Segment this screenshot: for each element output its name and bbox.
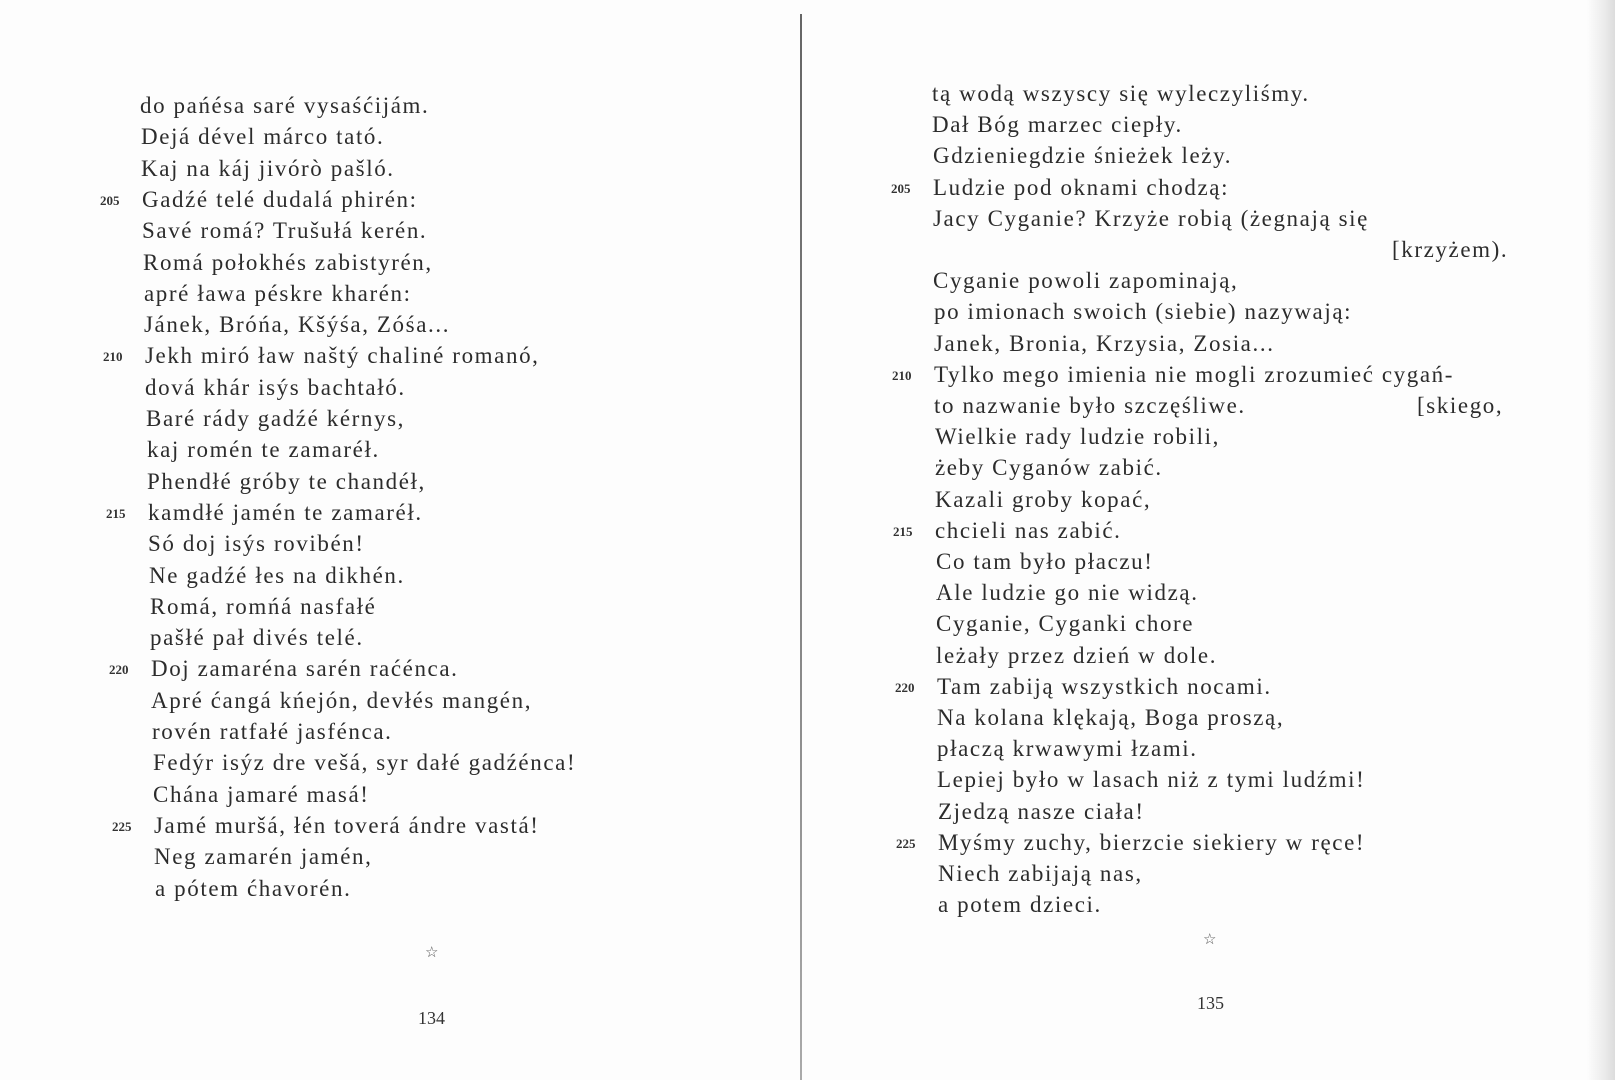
verse-line: to nazwanie było szczęśliwe. bbox=[934, 393, 1246, 418]
right-page bbox=[805, 0, 1615, 1080]
right-page-number: 135 bbox=[1197, 993, 1224, 1013]
verse-line: Kazali groby kopać, bbox=[935, 486, 1152, 512]
verse-line: Apré ćangá kńejón, devłés mangén, bbox=[151, 687, 533, 713]
verse-line: Jacy Cyganie? Krzyże robią (żegnają się bbox=[933, 205, 1369, 231]
verse-line: płaczą krwawymi łzami. bbox=[937, 736, 1198, 762]
verse-line: Zjedzą nasze ciała! bbox=[938, 798, 1145, 824]
verse-line: Savé romá? Trušułá kerén. bbox=[142, 218, 428, 244]
verse-line: apré ława péskre kharén: bbox=[144, 280, 412, 306]
book-gutter bbox=[800, 14, 802, 1080]
verse-line: a potem dzieci. bbox=[938, 892, 1102, 918]
verse-line: Ale ludzie go nie widzą. bbox=[936, 580, 1199, 606]
page-edge-shadow bbox=[1587, 0, 1615, 1080]
verse-line: Ne gadźé łes na dikhén. bbox=[149, 562, 405, 588]
verse-continuation: [krzyżem). bbox=[1392, 237, 1509, 262]
line-number: 215 bbox=[106, 505, 126, 521]
verse-line: Cyganie powoli zapominają, bbox=[933, 268, 1239, 294]
line-number: 215 bbox=[893, 523, 913, 539]
verse-line: Jánek, Bróńa, Kšýśa, Zóśa... bbox=[144, 312, 451, 338]
verse-line: Fedýr isýz dre vešá, syr dałé gadźénca! bbox=[153, 750, 577, 776]
line-number: 220 bbox=[895, 679, 915, 695]
verse-line: kamdłé jamén te zamaréł. bbox=[148, 499, 423, 525]
right-ornament-star: ☆ bbox=[1203, 932, 1217, 948]
verse-line: Niech zabijają nas, bbox=[938, 861, 1143, 886]
verse-line: Wielkie rady ludzie robili, bbox=[935, 424, 1220, 450]
verse-line: Chána jamaré masá! bbox=[153, 781, 370, 807]
verse-line: a pótem ćhavorén. bbox=[155, 875, 352, 901]
verse-line: Tylko mego imienia nie mogli zrozumieć cygań- bbox=[934, 361, 1455, 387]
line-number: 225 bbox=[896, 835, 916, 851]
verse-line: Dał Bóg marzec ciepły. bbox=[932, 112, 1183, 138]
verse-line: dová khár isýs bachtałó. bbox=[145, 374, 406, 400]
line-number: 210 bbox=[103, 349, 123, 365]
left-page bbox=[0, 0, 800, 1080]
verse-line: Gdzieniegdzie śnieżek leży. bbox=[933, 143, 1233, 169]
verse-line: Doj zamaréna sarén raćénca. bbox=[151, 656, 459, 682]
verse-line: chcieli nas zabić. bbox=[935, 517, 1122, 543]
verse-line: Jamé muršá, łén toverá ándre vastá! bbox=[154, 812, 540, 838]
verse-line: do pańésa saré vysaśćijám. bbox=[140, 93, 430, 118]
verse-line: pašłé pał divés telé. bbox=[150, 625, 364, 651]
line-number: 205 bbox=[891, 180, 911, 196]
line-number: 205 bbox=[100, 192, 120, 208]
verse-line: Romá połokhés zabistyrén, bbox=[143, 249, 433, 275]
verse-line: Jekh miró ław naštý chaliné romanó, bbox=[145, 343, 540, 369]
verse-line: Janek, Bronia, Krzysia, Zosia... bbox=[934, 330, 1275, 356]
left-ornament-star: ☆ bbox=[425, 945, 439, 961]
verse-line: Dejá dével márco tató. bbox=[141, 124, 385, 150]
line-number: 220 bbox=[109, 662, 129, 678]
verse-line: Ludzie pod oknami chodzą: bbox=[933, 174, 1230, 200]
verse-line: Neg zamarén jamén, bbox=[154, 844, 373, 870]
verse-line: żeby Cyganów zabić. bbox=[935, 455, 1163, 481]
verse-line: leżały przez dzień w dole. bbox=[936, 642, 1218, 668]
verse-line: kaj romén te zamaréł. bbox=[147, 437, 380, 463]
verse-line: Co tam było płaczu! bbox=[936, 549, 1154, 574]
verse-line: Lepiej było w lasach niż z tymi ludźmi! bbox=[937, 767, 1366, 793]
verse-line: Kaj na káj jivórò pašló. bbox=[141, 155, 395, 181]
verse-line: Na kolana klękają, Boga proszą, bbox=[937, 705, 1285, 730]
verse-line: Tam zabiją wszystkich nocami. bbox=[937, 673, 1272, 699]
verse-line: Baré rády gadźé kérnys, bbox=[146, 406, 406, 431]
verse-line: rovén ratfałé jasfénca. bbox=[152, 719, 393, 744]
line-number: 225 bbox=[112, 818, 132, 834]
verse-line: Só doj isýs rovibén! bbox=[148, 531, 365, 557]
left-page-number: 134 bbox=[418, 1008, 445, 1028]
line-number: 210 bbox=[892, 367, 912, 383]
verse-line: Cyganie, Cyganki chore bbox=[936, 611, 1195, 637]
verse-line: Myśmy zuchy, bierzcie siekiery w ręce! bbox=[938, 829, 1366, 855]
verse-line: Gadźé telé dudalá phirén: bbox=[142, 186, 418, 212]
verse-continuation: [skiego, bbox=[1417, 393, 1504, 418]
verse-line: Romá, romńá nasfałé bbox=[150, 593, 377, 619]
verse-line: Phendłé gróby te chandéł, bbox=[147, 468, 426, 494]
verse-line: po imionach swoich (siebie) nazywają: bbox=[934, 299, 1353, 325]
verse-line: tą wodą wszyscy się wyleczyliśmy. bbox=[932, 81, 1310, 106]
